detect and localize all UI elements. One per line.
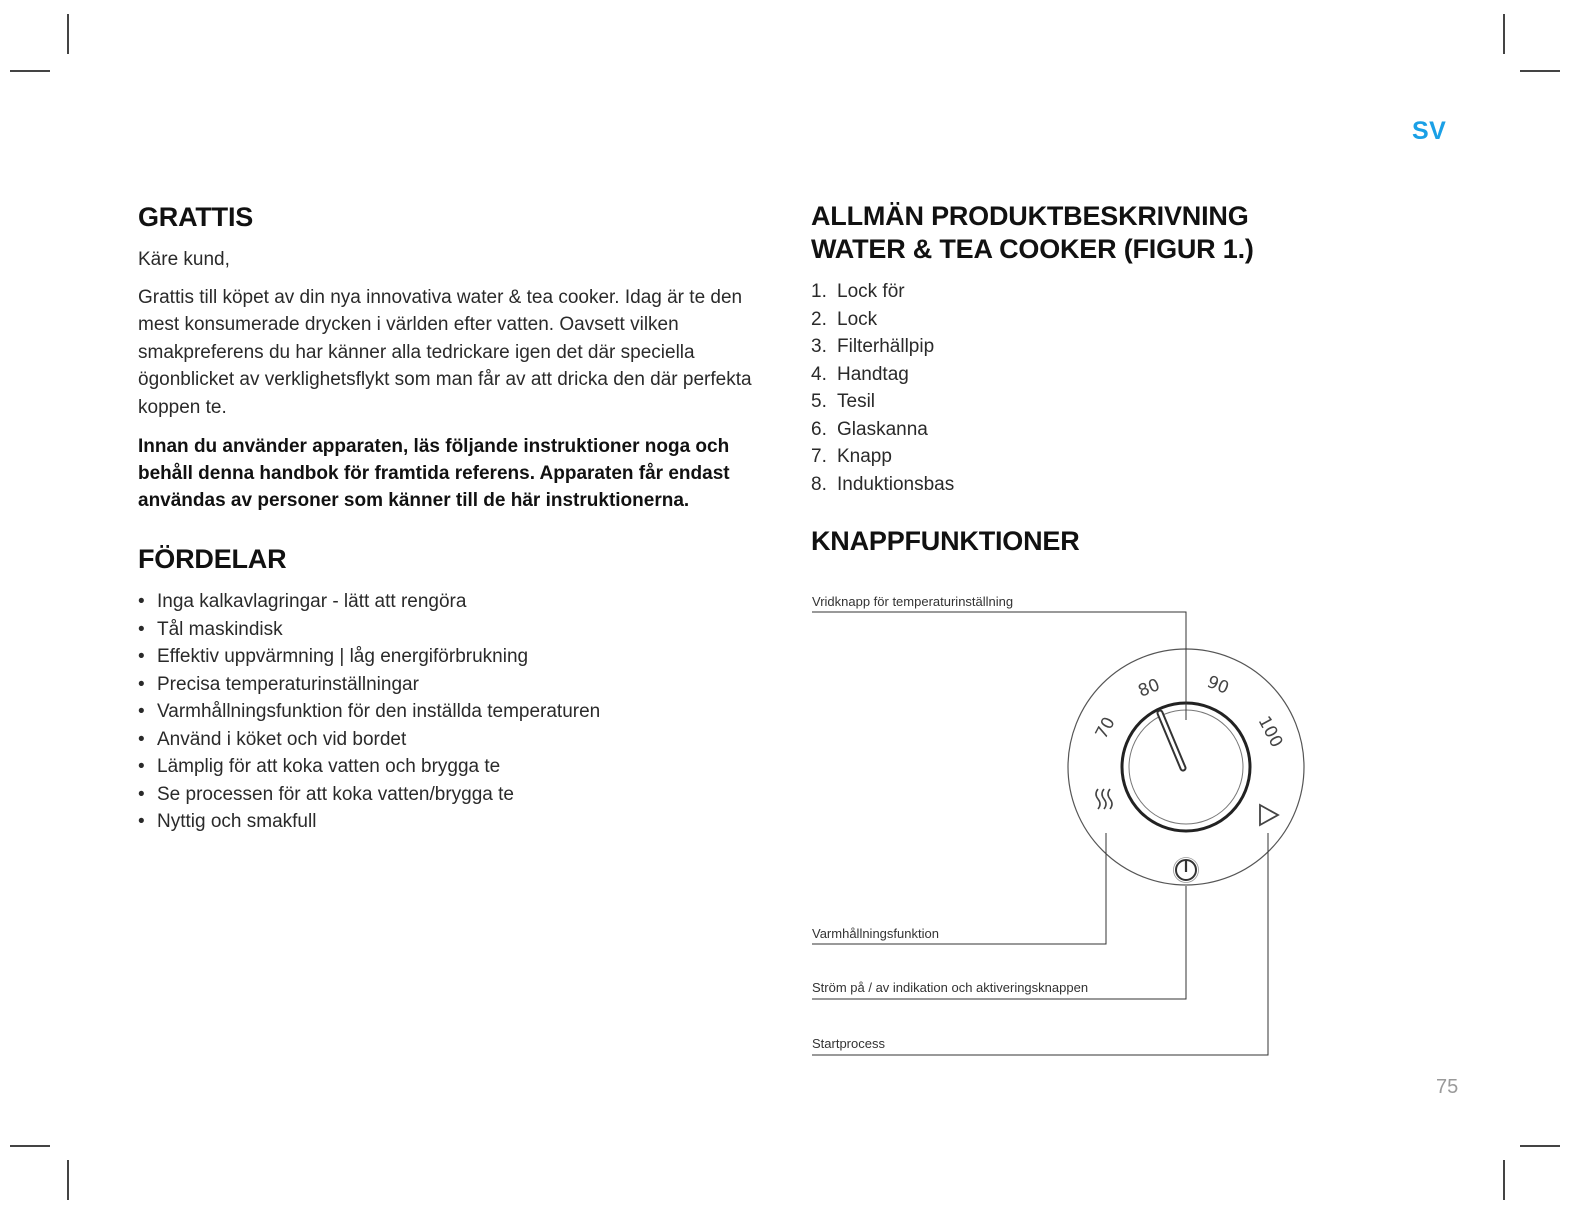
list-item: • Se processen för att koka vatten/brygga te [138, 781, 768, 809]
benefits-list [138, 588, 768, 836]
list-item: • Använd i köket och vid bordet [138, 726, 768, 754]
crop-mark [10, 1145, 50, 1147]
salutation: Käre kund, [138, 249, 230, 270]
list-item: 4. Handtag [811, 363, 909, 385]
language-tag: SV [1412, 117, 1447, 145]
list-item: 2. Lock [811, 308, 878, 330]
temp-label-70: 70 [1091, 713, 1120, 743]
start-label: Startprocess [812, 1036, 885, 1051]
crop-mark [1503, 14, 1505, 54]
temp-label-90: 90 [1204, 672, 1232, 699]
intro-paragraph: Grattis till köpet av din nya innovativa water & tea cooker. Idag är te den mest konsumerade drycken i världen efter vatten. Oavsett vilken smakpreferens du har känner alla tedrickare igen det där speciella ögonblicket av verklighetsflykt som man får av att dricka den där perfekta koppen te. [138, 286, 752, 418]
list-item: • Varmhållningsfunktion för den inställda temperaturen [138, 698, 768, 726]
product-heading-line1: ALLMÄN PRODUKTBESKRIVNING [811, 201, 1249, 231]
temp-label-80: 80 [1135, 674, 1163, 702]
list-item: • Lämplig för att koka vatten och brygga te [138, 753, 768, 781]
control-panel-svg [800, 580, 1320, 1070]
product-heading-line2: WATER & TEA COOKER (FIGUR 1.) [811, 234, 1254, 264]
keep-warm-label: Varmhållningsfunktion [812, 926, 939, 941]
crop-mark [1520, 1145, 1560, 1147]
list-item: • Effektiv uppvärmning | låg energiförbrukning [138, 643, 768, 671]
left-column [138, 200, 768, 836]
crop-mark [1520, 70, 1560, 72]
list-item: 1. Lock för [811, 281, 905, 302]
list-item: 7. Knapp [811, 446, 892, 467]
crop-mark [1503, 1160, 1505, 1200]
benefits-heading: FÖRDELAR [138, 544, 287, 574]
list-item: • Tål maskindisk [138, 616, 768, 644]
warning-paragraph: Innan du använder apparaten, läs följande instruktioner noga och behåll denna handbok för framtida referens. Apparaten får endast användas av personer som känner till de här instruktionerna. [138, 436, 730, 511]
crop-mark [67, 1160, 69, 1200]
crop-mark [10, 70, 50, 72]
parts-list [811, 278, 1451, 498]
page-number: 75 [1436, 1076, 1459, 1098]
right-column [811, 200, 1451, 558]
list-item: 5. Tesil [811, 391, 876, 412]
list-item: 8. Induktionsbas [811, 473, 955, 495]
button-functions-heading: KNAPPFUNKTIONER [811, 526, 1080, 556]
list-item: • Inga kalkavlagringar - lätt att rengöra [138, 588, 768, 616]
temp-label-100: 100 [1253, 712, 1287, 752]
control-panel-diagram [800, 580, 1320, 1070]
list-item: 3. Filterhällpip [811, 336, 935, 357]
dial-label: Vridknapp för temperaturinställning [812, 594, 1014, 609]
list-item: • Nyttig och smakfull [138, 808, 768, 836]
congrats-heading: GRATTIS [138, 202, 254, 232]
list-item: 6. Glaskanna [811, 418, 928, 440]
power-label: Ström på / av indikation och aktiveringsknappen [812, 980, 1089, 995]
list-item: • Precisa temperaturinställningar [138, 671, 768, 699]
crop-mark [67, 14, 69, 54]
